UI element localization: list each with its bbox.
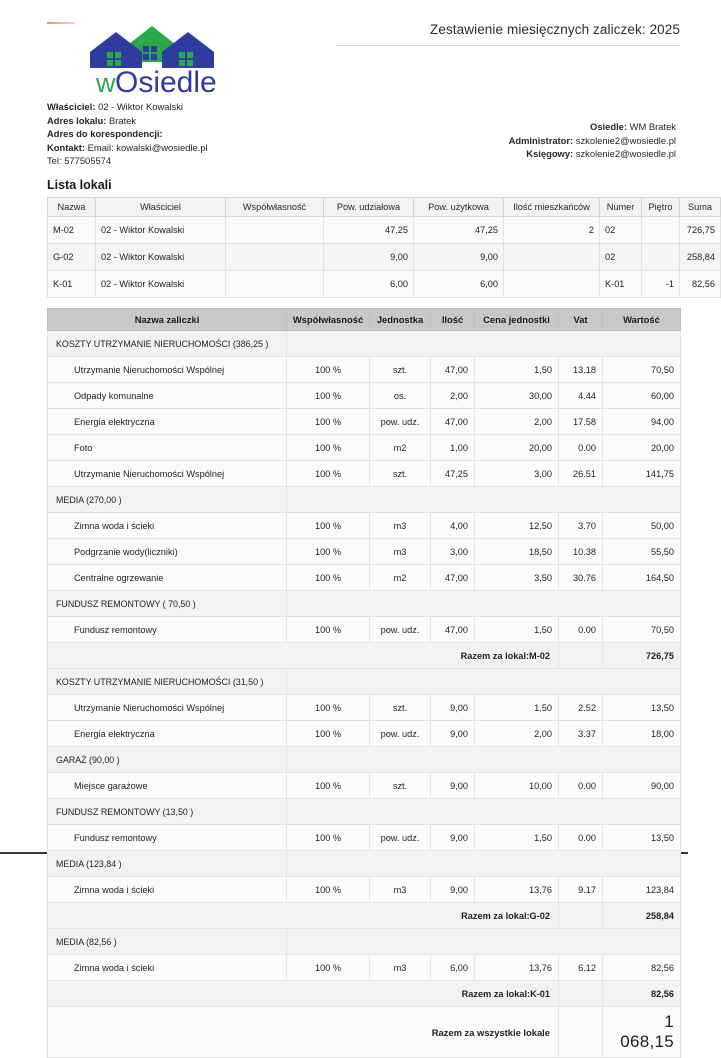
correspondence-line — [47, 127, 208, 141]
group-row — [48, 487, 681, 513]
grand-total-row — [48, 1007, 681, 1058]
subtotal-label: Razem za lokal:M-02 — [48, 643, 559, 669]
group-filler — [287, 851, 681, 877]
cell-jednostka: szt. — [370, 695, 431, 721]
lista-lokali-col-header-3: Pow. udziałowa — [324, 198, 414, 217]
cell-name: Centralne ogrzewanie — [48, 565, 287, 591]
lista-lokali-body — [48, 217, 721, 298]
cell-vat: 0.00 — [559, 435, 603, 461]
cell-wartosc: 13,50 — [603, 695, 681, 721]
cell-vat: 0.00 — [559, 773, 603, 799]
admin-info — [509, 100, 676, 161]
cell-wspolwlasnosc — [226, 271, 324, 298]
table-row — [48, 383, 681, 409]
grand-total-blank — [559, 1007, 603, 1058]
group-filler — [287, 747, 681, 773]
contact-line — [47, 141, 208, 155]
cell-cena: 3,00 — [475, 461, 559, 487]
document-title-block — [335, 22, 680, 46]
cell-wspolwlasnosc: 100 % — [287, 357, 370, 383]
group-filler — [287, 669, 681, 695]
subtotal-row — [48, 903, 681, 929]
address-label: Adres lokalu: — [47, 114, 107, 126]
cell-name: Podgrzanie wody(liczniki) — [48, 539, 287, 565]
cell-pow_udzialowa: 9,00 — [324, 244, 414, 271]
group-label: MEDIA (82,56 ) — [48, 929, 287, 955]
lista-lokali-col-header-7: Piętro — [642, 198, 680, 217]
cell-wspolwlasnosc: 100 % — [287, 773, 370, 799]
table-row — [48, 955, 681, 981]
table-row — [48, 721, 681, 747]
estate-label: Osiedle: — [590, 121, 628, 132]
cell-jednostka: pow. udz. — [370, 721, 431, 747]
cell-name: Odpady komunalne — [48, 383, 287, 409]
cell-ilosc: 6,00 — [431, 955, 475, 981]
cell-suma: 258,84 — [680, 244, 721, 271]
table-row — [48, 461, 681, 487]
lista-lokali-col-header-8: Suma — [680, 198, 721, 217]
cell-ilosc: 47,00 — [431, 357, 475, 383]
phone-line — [47, 154, 208, 168]
cell-wspolwlasnosc: 100 % — [287, 513, 370, 539]
cell-cena: 1,50 — [475, 825, 559, 851]
zaliczki-col-header-2: Jednostka — [370, 309, 431, 331]
subtotal-blank — [559, 903, 603, 929]
cell-ilosc: 3,00 — [431, 539, 475, 565]
cell-wartosc: 50,00 — [603, 513, 681, 539]
cell-vat: 13.18 — [559, 357, 603, 383]
cell-wartosc: 18,00 — [603, 721, 681, 747]
cell-suma: 726,75 — [680, 217, 721, 244]
cell-suma: 82,56 — [680, 271, 721, 298]
phone-label: Tel: — [47, 155, 62, 167]
cell-ilosc: 9,00 — [431, 721, 475, 747]
cell-wartosc: 90,00 — [603, 773, 681, 799]
cell-jednostka: m3 — [370, 877, 431, 903]
cell-wspolwlasnosc: 100 % — [287, 617, 370, 643]
group-label: GARAŻ (90,00 ) — [48, 747, 287, 773]
cell-wartosc: 20,00 — [603, 435, 681, 461]
group-filler — [287, 331, 681, 357]
subtotal-value: 726,75 — [603, 643, 681, 669]
owner-line — [47, 100, 208, 114]
cell-vat: 10.38 — [559, 539, 603, 565]
lista-lokali-col-header-6: Numer — [600, 198, 642, 217]
lista-lokali-heading: Lista lokali — [47, 178, 112, 192]
page-title: Zestawienie miesięcznych zaliczek: 2025 — [429, 22, 680, 37]
group-row — [48, 851, 681, 877]
cell-wspolwlasnosc: 100 % — [287, 955, 370, 981]
grand-total-value: 1 068,15 — [603, 1007, 681, 1058]
title-divider — [335, 45, 680, 46]
cell-vat: 0.00 — [559, 825, 603, 851]
table-row — [48, 695, 681, 721]
cell-numer: 02 — [600, 217, 642, 244]
group-row — [48, 747, 681, 773]
cell-wartosc: 82,56 — [603, 955, 681, 981]
cell-vat: 17.58 — [559, 409, 603, 435]
cell-name: Utrzymanie Nieruchomości Wspólnej — [48, 357, 287, 383]
cell-name: Utrzymanie Nieruchomości Wspólnej — [48, 695, 287, 721]
zaliczki-col-header-4: Cena jednostki — [475, 309, 559, 331]
cell-ilosc: 4,00 — [431, 513, 475, 539]
group-label: FUNDUSZ REMONTOWY (13,50 ) — [48, 799, 287, 825]
cell-wartosc: 94,00 — [603, 409, 681, 435]
cell-cena: 1,50 — [475, 357, 559, 383]
zaliczki-table — [47, 308, 681, 1058]
subtotal-blank — [559, 981, 603, 1007]
cell-wspolwlasnosc: 100 % — [287, 695, 370, 721]
table-row — [48, 825, 681, 851]
group-filler — [287, 591, 681, 617]
group-label: MEDIA (123,84 ) — [48, 851, 287, 877]
cell-cena: 13,76 — [475, 877, 559, 903]
header-red-marker — [47, 22, 75, 24]
lista-lokali-col-header-1: Właściciel — [96, 198, 226, 217]
owner-label: Właściciel: — [47, 101, 96, 112]
table-row — [48, 513, 681, 539]
group-filler — [287, 929, 681, 955]
group-filler — [287, 799, 681, 825]
correspondence-label: Adres do korespondencji: — [47, 128, 163, 140]
cell-ilosc: 47,25 — [431, 461, 475, 487]
address-value: Bratek — [109, 114, 137, 126]
cell-wartosc: 70,50 — [603, 357, 681, 383]
owner-value: 02 - Wiktor Kowalski — [98, 101, 183, 112]
cell-pow_udzialowa: 47,25 — [324, 217, 414, 244]
cell-wspolwlasnosc: 100 % — [287, 721, 370, 747]
group-label: FUNDUSZ REMONTOWY ( 70,50 ) — [48, 591, 287, 617]
cell-name: Fundusz remontowy — [48, 825, 287, 851]
cell-pietro — [642, 217, 680, 244]
cell-jednostka: m2 — [370, 435, 431, 461]
administrator-label: Administrator: — [508, 134, 574, 146]
meta-info-block — [0, 100, 688, 170]
estate-line — [509, 120, 676, 134]
table-row — [48, 539, 681, 565]
cell-vat: 2.52 — [559, 695, 603, 721]
cell-nazwa: G-02 — [48, 244, 96, 271]
lista-lokali-col-header-2: Współwłasność — [226, 198, 324, 217]
subtotal-row — [48, 643, 681, 669]
cell-name: Foto — [48, 435, 287, 461]
owner-info — [47, 100, 208, 168]
cell-jednostka: m3 — [370, 955, 431, 981]
cell-numer: K-01 — [600, 271, 642, 298]
cell-cena: 20,00 — [475, 435, 559, 461]
cell-ilosc: 47,00 — [431, 617, 475, 643]
cell-ilosc: 1,00 — [431, 435, 475, 461]
cell-ilosc: 9,00 — [431, 773, 475, 799]
cell-pow_uzytkowa: 6,00 — [414, 271, 504, 298]
cell-pietro: -1 — [642, 271, 680, 298]
table-row — [48, 271, 721, 298]
subtotal-row — [48, 981, 681, 1007]
contact-value: Email: kowalski@wosiedle.pl — [87, 141, 208, 153]
cell-cena: 1,50 — [475, 695, 559, 721]
cell-cena: 18,50 — [475, 539, 559, 565]
cell-name: Zimna woda i ścieki — [48, 513, 287, 539]
cell-wartosc: 70,50 — [603, 617, 681, 643]
cell-nazwa: M-02 — [48, 217, 96, 244]
cell-cena: 10,00 — [475, 773, 559, 799]
group-row — [48, 591, 681, 617]
subtotal-value: 258,84 — [603, 903, 681, 929]
table-row — [48, 357, 681, 383]
cell-name: Energia elektryczna — [48, 721, 287, 747]
subtotal-label: Razem za lokal:G-02 — [48, 903, 559, 929]
cell-cena: 3,50 — [475, 565, 559, 591]
cell-wartosc: 123,84 — [603, 877, 681, 903]
cell-wlasciciel: 02 - Wiktor Kowalski — [96, 217, 226, 244]
cell-wspolwlasnosc: 100 % — [287, 435, 370, 461]
wosiedle-logo — [82, 14, 222, 99]
cell-wartosc: 164,50 — [603, 565, 681, 591]
document-header — [0, 0, 688, 99]
cell-wspolwlasnosc — [226, 244, 324, 271]
cell-jednostka: m3 — [370, 513, 431, 539]
cell-wspolwlasnosc: 100 % — [287, 825, 370, 851]
cell-wspolwlasnosc: 100 % — [287, 565, 370, 591]
table-row — [48, 217, 721, 244]
lista-lokali-table — [47, 197, 721, 298]
cell-wspolwlasnosc: 100 % — [287, 409, 370, 435]
cell-ilosc_mieszkancow — [504, 244, 600, 271]
cell-cena: 2,00 — [475, 409, 559, 435]
cell-wspolwlasnosc — [226, 217, 324, 244]
cell-cena: 30,00 — [475, 383, 559, 409]
cell-numer: 02 — [600, 244, 642, 271]
cell-jednostka: pow. udz. — [370, 825, 431, 851]
cell-vat: 26.51 — [559, 461, 603, 487]
cell-ilosc: 9,00 — [431, 877, 475, 903]
cell-cena: 12,50 — [475, 513, 559, 539]
cell-vat: 3.37 — [559, 721, 603, 747]
cell-name: Miejsce garażowe — [48, 773, 287, 799]
cell-ilosc: 2,00 — [431, 383, 475, 409]
table-row — [48, 435, 681, 461]
subtotal-label: Razem za lokal:K-01 — [48, 981, 559, 1007]
cell-vat: 0.00 — [559, 617, 603, 643]
cell-vat: 30.76 — [559, 565, 603, 591]
administrator-line — [509, 134, 676, 148]
cell-ilosc_mieszkancow: 2 — [504, 217, 600, 244]
group-filler — [287, 487, 681, 513]
cell-jednostka: szt. — [370, 461, 431, 487]
cell-jednostka: szt. — [370, 773, 431, 799]
cell-jednostka: pow. udz. — [370, 409, 431, 435]
cell-jednostka: m3 — [370, 539, 431, 565]
lista-lokali-header-row — [48, 198, 721, 217]
cell-jednostka: os. — [370, 383, 431, 409]
cell-wspolwlasnosc: 100 % — [287, 383, 370, 409]
logo-icon — [82, 14, 222, 99]
accountant-value: szkolenie2@wosiedle.pl — [575, 148, 676, 160]
logo-text-w: w — [96, 68, 116, 98]
zaliczki-col-header-6: Wartość — [603, 309, 681, 331]
logo-text-osiedle: Osiedle — [115, 66, 217, 99]
cell-pow_udzialowa: 6,00 — [324, 271, 414, 298]
group-row — [48, 929, 681, 955]
cell-vat: 9.17 — [559, 877, 603, 903]
zaliczki-body — [48, 331, 681, 1058]
cell-jednostka: szt. — [370, 357, 431, 383]
cell-wspolwlasnosc: 100 % — [287, 539, 370, 565]
zaliczki-col-header-3: Ilość — [431, 309, 475, 331]
cell-pow_uzytkowa: 9,00 — [414, 244, 504, 271]
cell-wartosc: 55,50 — [603, 539, 681, 565]
administrator-value: szkolenie2@wosiedle.pl — [575, 134, 676, 146]
cell-jednostka: pow. udz. — [370, 617, 431, 643]
cell-name: Utrzymanie Nieruchomości Wspólnej — [48, 461, 287, 487]
estate-value: WM Bratek — [629, 121, 676, 132]
group-label: MEDIA (270,00 ) — [48, 487, 287, 513]
cell-wspolwlasnosc: 100 % — [287, 877, 370, 903]
cell-vat: 3.70 — [559, 513, 603, 539]
cell-wartosc: 13,50 — [603, 825, 681, 851]
table-row — [48, 409, 681, 435]
zaliczki-header-row — [48, 309, 681, 331]
group-label: KOSZTY UTRZYMANIE NIERUCHOMOŚCI (31,50 ) — [48, 669, 287, 695]
cell-ilosc: 47,00 — [431, 409, 475, 435]
table-row — [48, 565, 681, 591]
cell-pow_uzytkowa: 47,25 — [414, 217, 504, 244]
zaliczki-col-header-5: Vat — [559, 309, 603, 331]
zaliczki-col-header-1: Współwłasność — [287, 309, 370, 331]
cell-cena: 13,76 — [475, 955, 559, 981]
table-row — [48, 617, 681, 643]
cell-wlasciciel: 02 - Wiktor Kowalski — [96, 244, 226, 271]
contact-label: Kontakt: — [47, 141, 86, 153]
cell-name: Zimna woda i ścieki — [48, 955, 287, 981]
cell-nazwa: K-01 — [48, 271, 96, 298]
cell-jednostka: m2 — [370, 565, 431, 591]
zaliczki-col-header-0: Nazwa zaliczki — [48, 309, 287, 331]
lista-lokali-col-header-4: Pow. użytkowa — [414, 198, 504, 217]
grand-total-label: Razem za wszystkie lokale — [48, 1007, 559, 1058]
cell-ilosc: 9,00 — [431, 825, 475, 851]
address-line — [47, 114, 208, 128]
cell-wartosc: 141,75 — [603, 461, 681, 487]
accountant-line — [509, 147, 676, 161]
table-row — [48, 773, 681, 799]
subtotal-value: 82,56 — [603, 981, 681, 1007]
cell-wspolwlasnosc: 100 % — [287, 461, 370, 487]
cell-name: Energia elektryczna — [48, 409, 287, 435]
cell-name: Fundusz remontowy — [48, 617, 287, 643]
cell-wlasciciel: 02 - Wiktor Kowalski — [96, 271, 226, 298]
group-row — [48, 331, 681, 357]
cell-wartosc: 60,00 — [603, 383, 681, 409]
lista-lokali-col-header-0: Nazwa — [48, 198, 96, 217]
cell-cena: 1,50 — [475, 617, 559, 643]
cell-cena: 2,00 — [475, 721, 559, 747]
table-row — [48, 877, 681, 903]
cell-vat: 6.12 — [559, 955, 603, 981]
group-row — [48, 669, 681, 695]
table-row — [48, 244, 721, 271]
cell-ilosc_mieszkancow — [504, 271, 600, 298]
lista-lokali-col-header-5: Ilość mieszkańców — [504, 198, 600, 217]
cell-name: Zimna woda i ścieki — [48, 877, 287, 903]
cell-vat: 4.44 — [559, 383, 603, 409]
cell-ilosc: 9,00 — [431, 695, 475, 721]
group-row — [48, 799, 681, 825]
cell-ilosc: 47,00 — [431, 565, 475, 591]
group-label: KOSZTY UTRZYMANIE NIERUCHOMOŚCI (386,25 ) — [48, 331, 287, 357]
accountant-label: Księgowy: — [526, 148, 574, 160]
cell-pietro — [642, 244, 680, 271]
subtotal-blank — [559, 643, 603, 669]
phone-value: 577505574 — [64, 155, 112, 167]
